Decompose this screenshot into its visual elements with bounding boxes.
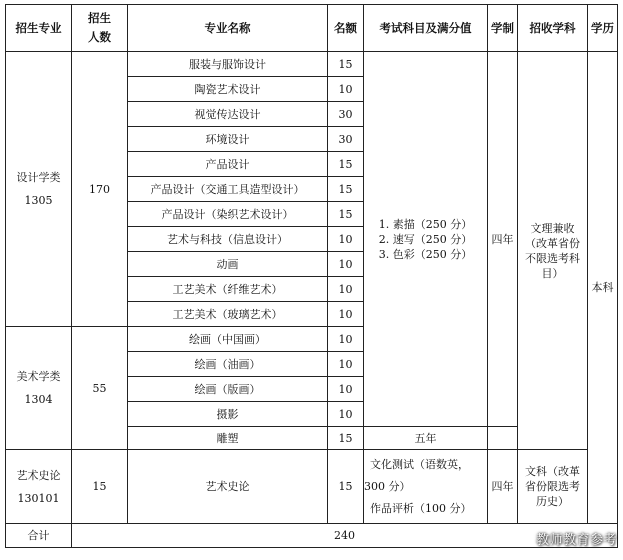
- major-quota: 10: [328, 77, 364, 102]
- count-cell-history: 15: [72, 450, 128, 524]
- major-quota: 10: [328, 252, 364, 277]
- total-row: [6, 524, 618, 548]
- category-name: 美术学类: [16, 370, 61, 383]
- exam-line: 2. 速写（250 分）: [378, 232, 473, 246]
- major-quota: 15: [328, 202, 364, 227]
- duration-four-year: 四年: [488, 52, 518, 427]
- major-name: 服装与服饰设计: [128, 52, 328, 77]
- major-name: 艺术史论: [128, 450, 328, 524]
- exam-line: 1. 素描（250 分）: [378, 217, 473, 231]
- major-name: 雕塑: [128, 427, 328, 450]
- major-name: 绘画（版画）: [128, 377, 328, 402]
- exam-subjects-history: [364, 450, 488, 524]
- major-quota: 10: [328, 402, 364, 427]
- major-quota: 15: [328, 450, 364, 524]
- total-value: 240: [72, 524, 618, 548]
- duration-history: 四年: [488, 450, 518, 524]
- major-name: 工艺美术（纤维艺术）: [128, 277, 328, 302]
- major-name: 环境设计: [128, 127, 328, 152]
- major-quota: 30: [328, 102, 364, 127]
- header-category: 招生专业: [6, 5, 72, 52]
- major-quota: 10: [328, 227, 364, 252]
- major-name: 艺术与科技（信息设计）: [128, 227, 328, 252]
- category-code: 1305: [24, 194, 53, 207]
- category-name: 艺术史论: [16, 468, 61, 482]
- header-row: [6, 5, 618, 52]
- exam-line: 3. 色彩（250 分）: [378, 247, 473, 261]
- header-admit-subjects: 招收学科: [518, 5, 588, 52]
- major-name: 产品设计: [128, 152, 328, 177]
- category-cell-history: [6, 450, 72, 524]
- admit-subjects-history: 文科（改革省份限选考历史）: [518, 450, 588, 524]
- header-duration: 学制: [488, 5, 518, 52]
- major-name: 绘画（中国画）: [128, 327, 328, 352]
- admit-subjects-art: 文理兼收（改革省份不限选考科目）: [518, 52, 588, 450]
- major-quota: 10: [328, 352, 364, 377]
- major-name: 摄影: [128, 402, 328, 427]
- header-degree: 学历: [588, 5, 618, 52]
- exam-line: 300 分）: [364, 479, 411, 493]
- major-name: 动画: [128, 252, 328, 277]
- major-name: 陶瓷艺术设计: [128, 77, 328, 102]
- major-name: 视觉传达设计: [128, 102, 328, 127]
- major-name: 产品设计（染织艺术设计）: [128, 202, 328, 227]
- category-cell-fineart: [6, 327, 72, 450]
- major-quota: 15: [328, 427, 364, 450]
- admission-table-container: [5, 4, 618, 548]
- category-code: 1304: [24, 393, 53, 406]
- major-quota: 10: [328, 302, 364, 327]
- duration-five-year: 五年: [364, 427, 488, 450]
- major-quota: 10: [328, 377, 364, 402]
- major-name: 产品设计（交通工具造型设计）: [128, 177, 328, 202]
- table-row: [6, 52, 618, 77]
- major-quota: 30: [328, 127, 364, 152]
- table-row: [6, 450, 618, 524]
- watermark: 教师教育参考: [535, 533, 617, 548]
- exam-subjects-art: [364, 52, 488, 427]
- category-name: 设计学类: [16, 171, 61, 184]
- major-quota: 15: [328, 177, 364, 202]
- category-code: 130101: [17, 491, 60, 505]
- admission-table: [5, 4, 618, 548]
- exam-line: 作品评析（100 分）: [370, 501, 472, 515]
- count-cell-design: 170: [72, 52, 128, 327]
- major-name: 工艺美术（玻璃艺术）: [128, 302, 328, 327]
- header-exam-subjects: 考试科目及满分值: [364, 5, 488, 52]
- major-quota: 15: [328, 152, 364, 177]
- header-quota: 名额: [328, 5, 364, 52]
- header-major-name: 专业名称: [128, 5, 328, 52]
- major-quota: 15: [328, 52, 364, 77]
- count-cell-fineart: 55: [72, 327, 128, 450]
- degree-cell: 本科: [588, 52, 618, 524]
- category-cell-design: [6, 52, 72, 327]
- header-count-text: 招生人数: [88, 11, 111, 44]
- total-label: 合计: [6, 524, 72, 548]
- major-quota: 10: [328, 327, 364, 352]
- exam-line: 文化测试（语数英，: [370, 457, 469, 471]
- major-quota: 10: [328, 277, 364, 302]
- header-count: [72, 5, 128, 52]
- major-name: 绘画（油画）: [128, 352, 328, 377]
